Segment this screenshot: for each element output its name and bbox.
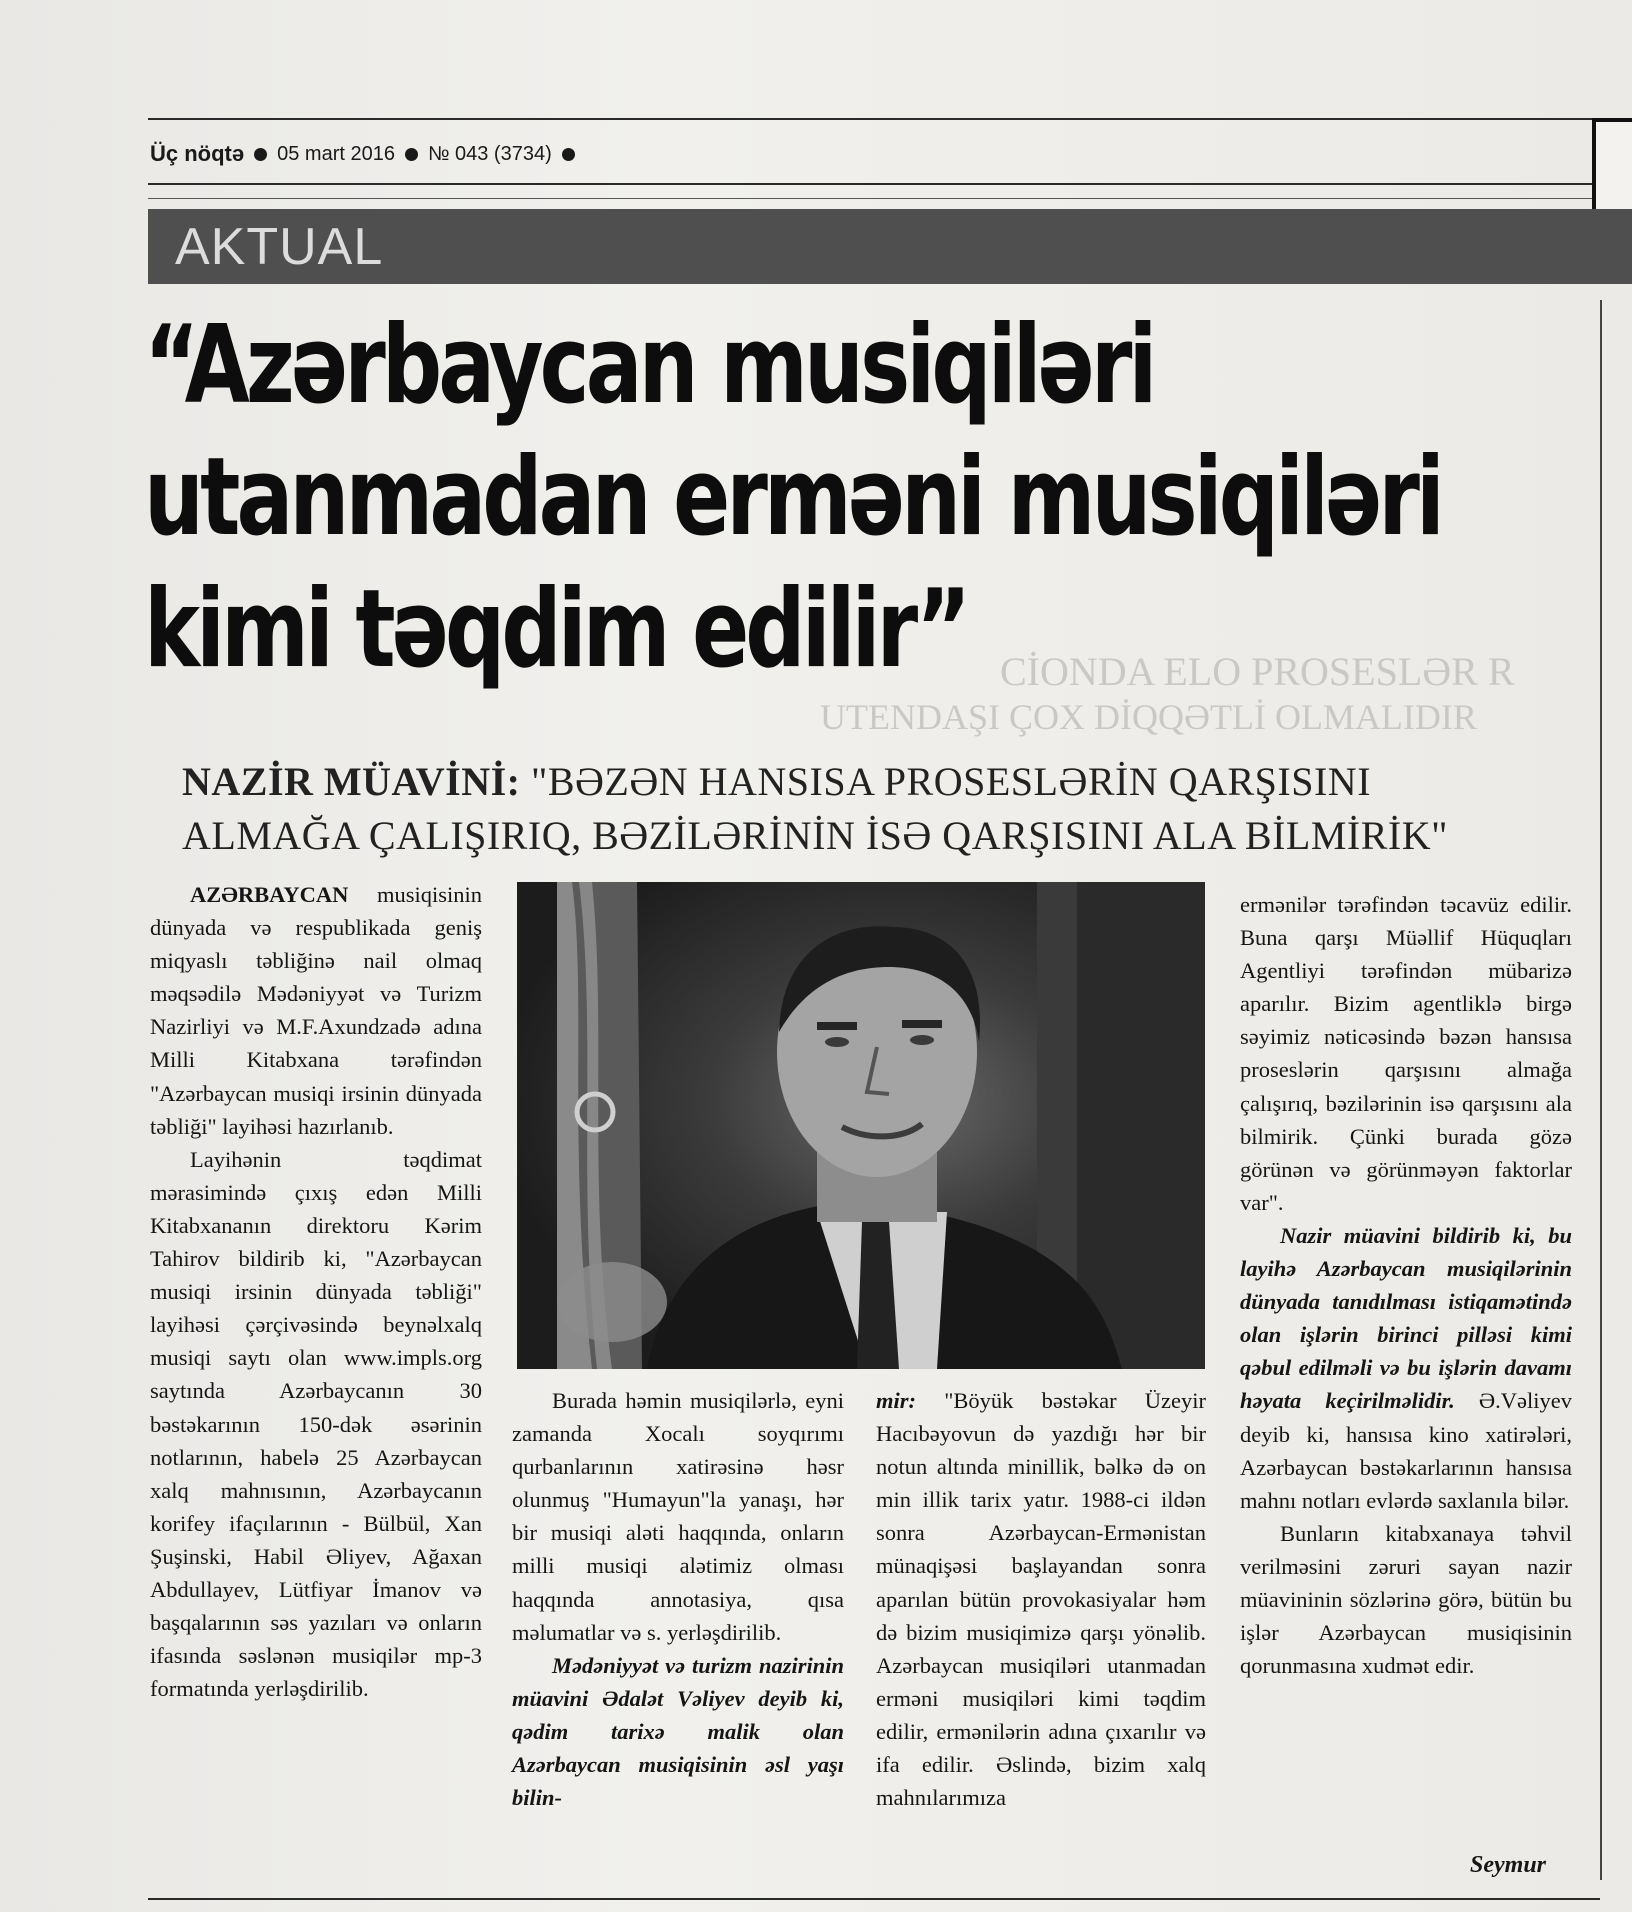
bullet-icon: [562, 148, 575, 161]
issue-date: 05 mart 2016: [277, 142, 395, 165]
column4-italic-quote: Nazir müavini bildirib ki, bu layihə Azərbaycan musiqilərinin dünyada tanıdılması istiqamətində olan işlərin birinci pilləsi kimi qəbul edilməli və bu işlərin davamı həyata keçirilməlidir.: [1240, 1222, 1572, 1414]
bleed-through-text-2: UTENDAŞI ÇOX DİQQƏTLİ OLMALIDIR: [820, 697, 1477, 737]
bullet-icon: [254, 148, 267, 161]
bleed-through-text-1: CİONDA ELO PROSESLƏR R: [1000, 649, 1515, 694]
article-column-1: [150, 878, 482, 1705]
column3-paragraph-1: "Böyük bəstəkar Üzeyir Hacıbəyovun də yazdığı hər bir notun altında minillik, bəlkə də on min illik tarix yatır. 1988-ci ildən sonra Azərbaycan-Ermənistan münaqişəsi başlayandan sonra aparılan bütün provokasiyalar həm də bizim musiqimizə qarşı yönəlib. Azərbaycan musiqiləri utanmadan erməni musiqiləri kimi təqdim edilir, ermənilərin adına çıxarılır və ifa edilir. Əslində, bizim xalq mahnılarımıza: [876, 1388, 1206, 1811]
author-signature: Seymur: [1470, 1852, 1547, 1878]
publication-name: Üç nöqtə: [150, 141, 245, 166]
issue-number: № 043 (3734): [427, 142, 552, 165]
bullet-icon: [405, 148, 418, 161]
portrait-illustration: [517, 882, 1205, 1369]
section-label: AKTUAL: [175, 218, 384, 276]
lead-word: AZƏRBAYCAN: [190, 882, 349, 907]
header-rule: [148, 183, 1592, 185]
article-column-2: [512, 1384, 844, 1814]
subheadline-quote-2: ALMAĞA ÇALIŞIRIQ, BƏZİLƏRİNİN İSƏ QARŞISINI ALA BİLMİRİK": [182, 813, 1448, 858]
column4-paragraph-3: Bunların kitabxanaya təhvil verilməsini zəruri sayan nazir müavininin sözlərinə görə, bütün bu işlər Azərbaycan musiqisinin qorunmasına xudmət edir.: [1240, 1520, 1572, 1679]
column2-paragraph-1: Burada həmin musiqilərlə, eyni zamanda Xocalı soyqırımı qurbanlarının xatirəsinə həsr olunmuş "Humayun"la yanaşı, hər bir musiqi aləti haqqında, onların milli musiqi alətimiz olması haqqında annotasiya, qısa məlumatlar və s. yerləşdirilib.: [512, 1388, 844, 1645]
column4-paragraph-2: Ə.Vəliyev deyib ki, hansısa kino xatirələri, Azərbaycan bəstəkarlarının hansısa mahnı notları evlərdə saxlanıla bilər.: [1240, 1388, 1572, 1513]
article-subheadline: [182, 755, 1602, 863]
subheadline-lead: NAZİR MÜAVİNİ:: [182, 759, 521, 804]
article-photo: [517, 882, 1205, 1369]
article-column-3: [876, 1384, 1206, 1814]
column-divider-right: [1600, 300, 1602, 1880]
issue-header: [150, 134, 575, 174]
column3-italic-lead: mir:: [876, 1388, 917, 1413]
headline-line-3: kimi təqdim edilir”: [144, 567, 968, 692]
headline-line-1: “Azərbaycan musiqiləri: [144, 303, 1154, 428]
page-bottom-rule: [148, 1898, 1600, 1900]
column4-paragraph-1: ermənilər tərəfindən təcavüz edilir. Buna qarşı Müəllif Hüquqları Agentliyi tərəfindən mübarizə aparılır. Bizim agentliklə birgə səyimiz nəticəsində bəzən hansısa proseslərin qarşısını almağa çalışırıq, bəzilərinin isə qarşısını ala bilmirik. Çünki burada gözə görünən və görünməyən faktorlar var".: [1240, 892, 1572, 1215]
column1-paragraph-1: musiqisinin dünyada və respublikada geniş miqyaslı təbliğinə nail olmaq məqsədilə Mədəniyyət və Turizm Nazirliyi və M.F.Axundzadə adına Milli Kitabxana tərəfindən "Azərbaycan musiqi irsinin dünyada təbliği" layihəsi hazırlanıb.: [150, 882, 482, 1139]
headline-line-2: utanmadan erməni musiqiləri: [144, 435, 1441, 560]
header-rule-thin: [148, 198, 1592, 199]
column2-paragraph-2: Mədəniyyət və turizm nazirinin müavini Ədalət Vəliyev deyib ki, qədim tarixə malik olan Azərbaycan musiqisinin əsl yaşı bilin-: [512, 1652, 844, 1811]
column1-paragraph-2: Layihənin təqdimat mərasimində çıxış edən Milli Kitabxananın direktoru Kərim Tahirov bildirib ki, "Azərbaycan musiqi irsinin dünyada təbliği" layihəsi çərçivəsində beynəlxalq musiqi saytı olan www.impls.org saytında Azərbaycanın 30 bəstəkarının 150-dək əsərinin notlarının, habelə 25 Azərbaycan xalq mahnısının, Azərbaycanın korifey ifaçılarının - Bülbül, Xan Şuşinski, Habil Əliyev, Ağaxan Abdullayev, Lütfiyar İmanov və başqalarının səs yazıları və onların ifasında səslənən musiqilər mp-3 formatında yerləşdirilib.: [150, 1146, 482, 1702]
article-column-4: [1240, 888, 1572, 1682]
header-top-rule: [148, 118, 1592, 120]
article-headline: [144, 300, 1441, 696]
subheadline-quote-1: "BƏZƏN HANSISA PROSESLƏRİN QARŞISINI: [531, 759, 1372, 804]
